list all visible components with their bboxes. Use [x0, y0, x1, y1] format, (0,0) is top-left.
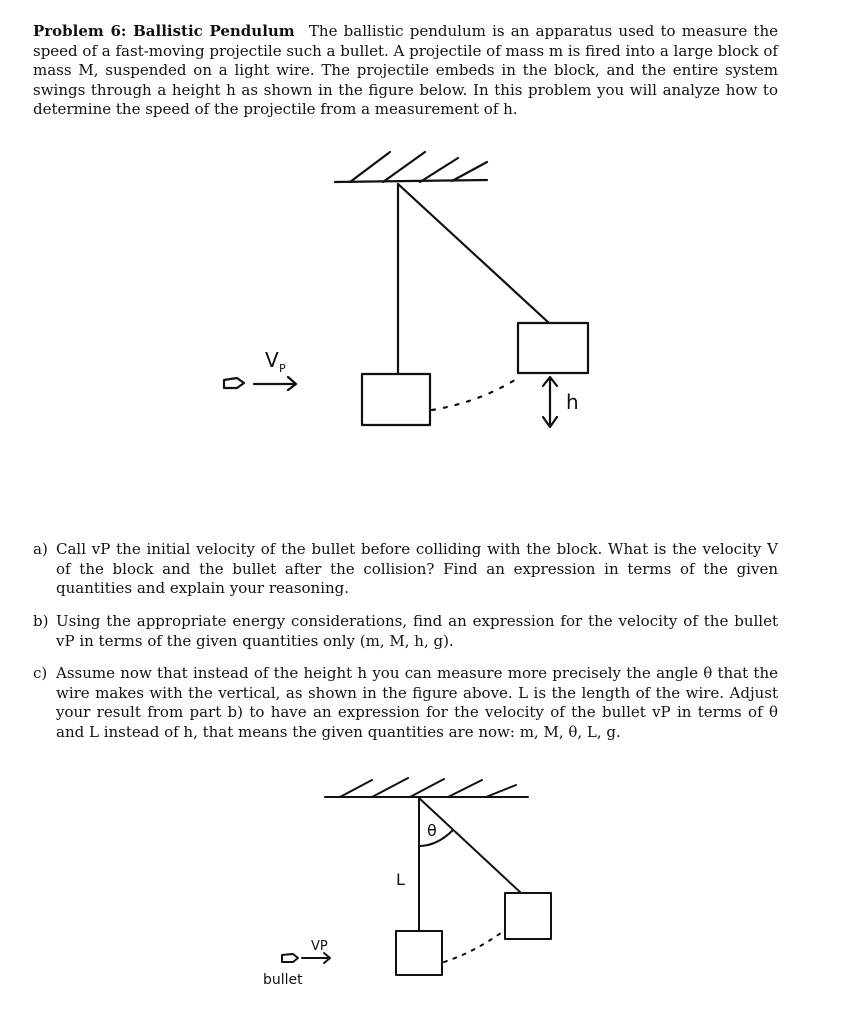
velocity-label: V	[265, 348, 279, 372]
ceiling-hatch-2	[340, 778, 516, 797]
height-label: h	[566, 390, 579, 414]
question-c-label: c)	[33, 664, 48, 682]
block-rest-2	[396, 931, 442, 975]
wire-swung-2	[419, 798, 520, 892]
swing-path-2	[444, 930, 505, 962]
bullet-shape-2	[282, 954, 298, 962]
question-c-text: Assume now that instead of the height h you can measure more precisely the angle θ that the wire makes with the vertical, as shown in the figure above. L is the length of the wire. Adjust your result from part b) to have an expression for the velocity of the bullet vP in terms of θ and L instead of h, that means the given quantities are now: m, M, θ, L, g.	[56, 664, 778, 741]
question-a-text: Call vP the initial velocity of the bullet before colliding with the block. What is the velocity V of the block and the bullet after the collision? Find an expression in terms of the given quantities and explain your reasoning.	[56, 540, 778, 598]
length-label: L	[396, 870, 405, 889]
velocity-subscript: P	[279, 362, 286, 375]
velocity-label-2: VP	[311, 939, 328, 954]
question-a-label: a)	[33, 540, 48, 558]
question-b-label: b)	[33, 612, 49, 630]
problem-intro-text: The ballistic pendulum is an apparatus used to measure the speed of a fast-moving projectile such a bullet. A projectile of mass m is fired into a large block of mass M, suspended on a light wire. The projectile embeds in the block, and the entire system swings through a height h as shown in the figure below. In this problem you will analyze how to determine the speed of the projectile from a measurement of h.	[33, 22, 778, 119]
velocity-arrow-2	[302, 953, 330, 963]
bullet-label: bullet	[263, 972, 303, 988]
question-b-text: Using the appropriate energy considerations, find an expression for the velocity of the bullet vP in terms of the given quantities only (m, M, h, g).	[56, 612, 778, 650]
block-swung-2	[505, 893, 551, 939]
problem-title: Problem 6: Ballistic Pendulum	[33, 22, 295, 40]
angle-label: θ	[427, 821, 437, 840]
